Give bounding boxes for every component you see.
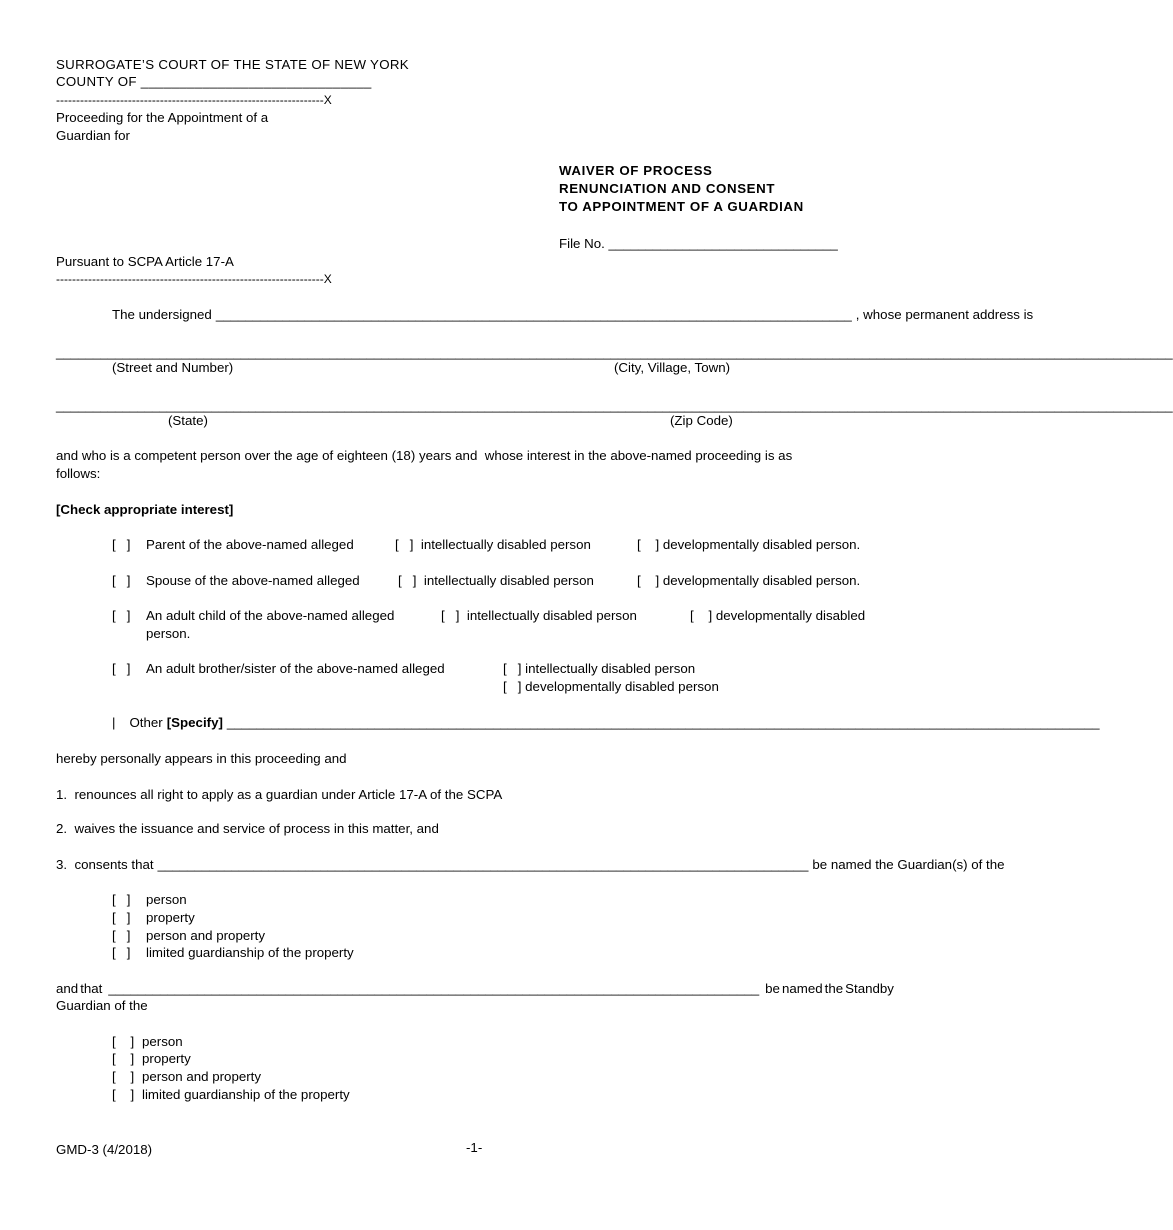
child-text: An adult child of the above-named alleged xyxy=(146,608,395,623)
standby-limited-checkbox[interactable]: [ ] xyxy=(112,1087,135,1102)
form-number: GMD-3 (4/2018) xyxy=(56,1142,153,1157)
guardian-person-property-checkbox[interactable]: [ ] xyxy=(112,928,131,943)
title-line-2: RENUNCIATION AND CONSENT xyxy=(559,181,776,196)
caption-separator-top: -------------------------------------------------------------------X xyxy=(56,93,332,107)
page-number: -1- xyxy=(466,1140,483,1155)
spouse-developmental-checkbox[interactable]: [ ] developmentally disabled person. xyxy=(637,573,861,588)
file-number-field[interactable]: File No. _______________________________ xyxy=(559,236,838,251)
standby-that: that xyxy=(80,981,103,996)
sibling-intellectual-checkbox[interactable]: [ ] intellectually disabled person xyxy=(503,661,696,676)
other-label: Other xyxy=(129,715,163,730)
standby-person-property-checkbox[interactable]: [ ] xyxy=(112,1069,135,1084)
standby-line-2: Guardian of the xyxy=(56,998,148,1013)
child-intellectual-checkbox[interactable]: [ ] intellectually disabled person xyxy=(441,608,637,623)
standby-property-label: property xyxy=(142,1051,191,1066)
undersigned-prefix: The undersigned xyxy=(112,307,212,322)
guardian-name-field[interactable]: ________________________________________________________________________________________ xyxy=(157,857,809,872)
hereby-line: hereby personally appears in this proceeding and xyxy=(56,751,347,766)
sibling-developmental-checkbox[interactable]: [ ] developmentally disabled person xyxy=(503,679,719,694)
check-interest-heading: [Check appropriate interest] xyxy=(56,502,234,517)
proceeding-line-1: Proceeding for the Appointment of a xyxy=(56,110,269,125)
pursuant-line: Pursuant to SCPA Article 17-A xyxy=(56,254,234,269)
other-checkbox[interactable]: | xyxy=(112,715,116,730)
item-consent-suffix: be named the Guardian(s) of the xyxy=(812,857,1005,872)
standby-the: the xyxy=(824,981,844,996)
caption-separator-bottom: -------------------------------------------------------------------X xyxy=(56,272,332,286)
zip-label: (Zip Code) xyxy=(670,413,733,428)
state-label: (State) xyxy=(168,413,208,428)
competent-line-2: follows: xyxy=(56,466,101,481)
standby-guardian-field[interactable]: ________________________________________________________________________________________ xyxy=(108,981,760,996)
sibling-checkbox[interactable]: [ ] xyxy=(112,661,131,676)
title-line-1: WAIVER OF PROCESS xyxy=(559,163,713,178)
street-address-field[interactable]: _______________________________________________________________________________________________________________________________________________________ xyxy=(56,345,1173,360)
other-specify-field[interactable]: ______________________________________________________________________________________________________________________ xyxy=(226,715,1100,730)
parent-checkbox[interactable]: [ ] xyxy=(112,537,131,552)
title-line-3: TO APPOINTMENT OF A GUARDIAN xyxy=(559,199,804,214)
undersigned-name-field[interactable]: ______________________________________________________________________________________ xyxy=(215,307,852,322)
standby-limited-label: limited guardianship of the property xyxy=(142,1087,350,1102)
standby-and: and xyxy=(56,981,79,996)
guardian-person-label: person xyxy=(146,892,187,907)
item-consent-line xyxy=(56,856,1005,874)
standby-property-checkbox[interactable]: [ ] xyxy=(112,1051,135,1066)
spouse-checkbox[interactable]: [ ] xyxy=(112,573,131,588)
competent-line-1: and who is a competent person over the age of eighteen (18) years and whose interest in the above-named proceeding is as xyxy=(56,448,793,463)
standby-person-checkbox[interactable]: [ ] xyxy=(112,1034,135,1049)
street-label: (Street and Number) xyxy=(112,360,234,375)
other-specify-label: [Specify] xyxy=(166,715,223,730)
guardian-limited-label: limited guardianship of the property xyxy=(146,945,354,960)
standby-be: be xyxy=(765,981,780,996)
spouse-text: Spouse of the above-named alleged xyxy=(146,573,360,588)
spouse-intellectual-checkbox[interactable]: [ ] intellectually disabled person xyxy=(398,573,594,588)
item-consent-prefix: 3. consents that xyxy=(56,857,154,872)
parent-developmental-checkbox[interactable]: [ ] developmentally disabled person. xyxy=(637,537,861,552)
guardian-person-checkbox[interactable]: [ ] xyxy=(112,892,131,907)
item-waive: 2. waives the issuance and service of process in this matter, and xyxy=(56,821,439,836)
sibling-text: An adult brother/sister of the above-named alleged xyxy=(146,661,445,676)
standby-person-property-label: person and property xyxy=(142,1069,262,1084)
guardian-limited-checkbox[interactable]: [ ] xyxy=(112,945,131,960)
proceeding-line-2: Guardian for xyxy=(56,128,130,143)
child-checkbox[interactable]: [ ] xyxy=(112,608,131,623)
standby-person-label: person xyxy=(142,1034,183,1049)
county-field[interactable]: COUNTY OF ______________________________ xyxy=(56,74,372,89)
child-wrap-text: person. xyxy=(146,626,191,641)
guardian-property-label: property xyxy=(146,910,195,925)
child-developmental-checkbox[interactable]: [ ] developmentally disabled xyxy=(690,608,866,623)
parent-intellectual-checkbox[interactable]: [ ] intellectually disabled person xyxy=(395,537,591,552)
city-label: (City, Village, Town) xyxy=(614,360,731,375)
guardian-property-checkbox[interactable]: [ ] xyxy=(112,910,131,925)
standby-named: named xyxy=(781,981,823,996)
standby-word: Standby xyxy=(845,981,894,996)
item-renounce: 1. renounces all right to apply as a guardian under Article 17-A of the SCPA xyxy=(56,787,503,802)
state-zip-field[interactable]: _______________________________________________________________________________________________________________________________________________________ xyxy=(56,398,1173,413)
undersigned-suffix: , whose permanent address is xyxy=(855,307,1034,322)
other-line xyxy=(112,714,1100,732)
guardian-person-property-label: person and property xyxy=(146,928,266,943)
standby-line xyxy=(56,980,894,998)
parent-text: Parent of the above-named alleged xyxy=(146,537,354,552)
court-name: SURROGATE’S COURT OF THE STATE OF NEW YORK xyxy=(56,57,409,72)
undersigned-line xyxy=(112,306,1034,324)
